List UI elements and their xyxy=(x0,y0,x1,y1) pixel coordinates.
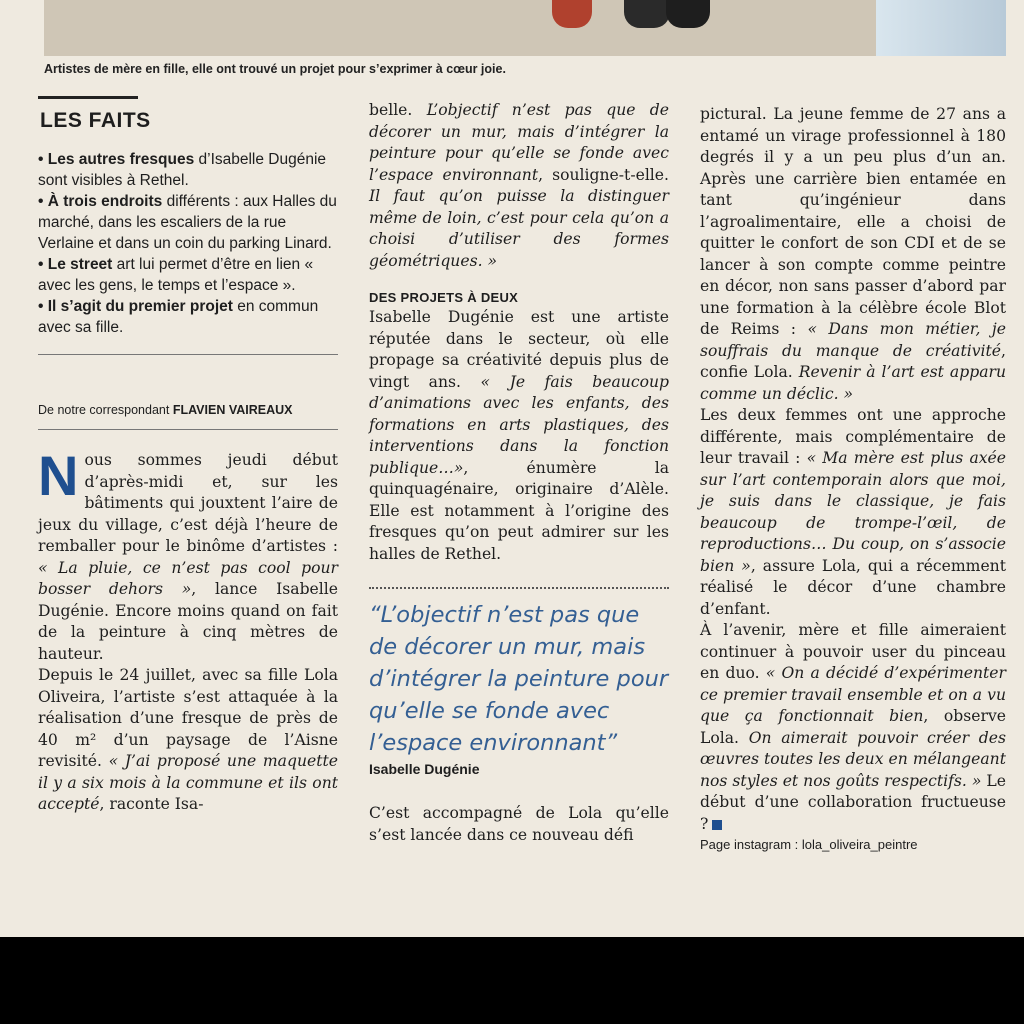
pull-quote-rule xyxy=(369,587,669,589)
article-photo xyxy=(44,0,1006,56)
fact-item: • À trois endroits différents : aux Halles du marché, dans les escaliers de la rue Verlaine et dans un coin du parking Linard. xyxy=(38,193,337,252)
column-1 xyxy=(38,96,338,816)
body-paragraph: belle. L’objectif n’est pas que de décorer un mur, mais d’intégrer la peinture pour qu’elle se fonde avec l’espace environnant, souligne-t-elle. Il faut qu’on puisse la distinguer même de loin, c’est pour cela qu’on a choisi d’utiliser des formes géométriques. » xyxy=(369,101,669,270)
blue-wall-image xyxy=(876,0,1006,56)
facts-title: LES FAITS xyxy=(40,109,151,132)
drop-cap: N xyxy=(38,444,79,507)
pull-quote-author: Isabelle Dugénie xyxy=(369,761,480,777)
photo-caption: Artistes de mère en fille, elle ont trouvé un projet pour s’exprimer à cœur joie. xyxy=(44,62,506,76)
column-3 xyxy=(700,104,1006,852)
lead-paragraph: Nous sommes jeudi début d’après-midi et, sur les bâtiments qui jouxtent l’aire de jeux du village, c’est déjà l’heure de remballer pour le binôme d’artistes : « La pluie, ce n’est pas cool pour bosser dehors », lance Isabelle Dugénie. Encore moins quand on fait de la peinture à cinq mètres de hauteur. xyxy=(38,444,338,663)
fact-item: • Le street art lui permet d’être en lien « avec les gens, le temps et l’espace ». xyxy=(38,256,314,294)
instagram-credit: Page instagram : lola_oliveira_peintre xyxy=(700,837,918,852)
body-paragraph: Les deux femmes ont une approche différente, mais complémentaire de leur travail : « Ma mère est plus axée sur l’art contemporain alors que moi, je suis dans le classique, je fais beaucoup de trompe-l’œil, de reproductions… Du coup, on s’associe bien », assure Lola, qui a récemment réalisé le décor d’une chambre d’enfant. xyxy=(700,406,1006,618)
black-sandal-image xyxy=(624,0,670,28)
facts-top-rule xyxy=(38,96,138,99)
facts-bottom-rule xyxy=(38,354,338,355)
section-subhead: DES PROJETS À DEUX xyxy=(369,290,519,305)
end-of-article-icon xyxy=(712,820,722,830)
body-paragraph: pictural. La jeune femme de 27 ans a entamé un virage professionnel à 180 degrés il y a un peu plus d’un an. Après une carrière bien entamée en tant qu’ingénieur dans l’agroalimentaire, elle a choisi de quitter le confort de son CDI et de se lancer à son compte comme peintre en décor, non sans passer d’abord par une formation à la célèbre école Blot de Reims : « Dans mon métier, je souffrais du manque de créativité, confie Lola. Revenir à l’art est apparu comme un déclic. » xyxy=(700,105,1006,403)
byline-rule xyxy=(38,429,338,430)
black-sandal-image-2 xyxy=(666,0,710,28)
pull-quote: “L’objectif n’est pas que de décorer un mur, mais d’intégrer la peinture pour qu’elle se fonde avec l’espace environnant” xyxy=(369,602,669,756)
column-2 xyxy=(369,100,669,846)
red-sandal-image xyxy=(552,0,592,28)
body-paragraph: Isabelle Dugénie est une artiste réputée dans le secteur, où elle propage sa créativité depuis plus de vingt ans. « Je fais beaucoup d’animations avec les enfants, des formations en arts plastiques, des interventions dans la fonction publique…», énumère la quinquagénaire, originaire d’Alèle. Elle est notamment à l’origine des fresques qu’on peut admirer sur les halles de Rethel. xyxy=(369,308,669,563)
body-paragraph: À l’avenir, mère et fille aimeraient continuer à pouvoir user du pinceau en duo. « On a décidé d’expérimenter ce premier travail ensemble et on a vu que ça fonctionnait bien, observe Lola. On aimerait pouvoir créer des œuvres toutes les deux en mélangeant nos styles et nos goûts respectifs. » Le début d’une collaboration fructueuse ? xyxy=(700,621,1006,833)
byline: De notre correspondant FLAVIEN VAIREAUX xyxy=(38,403,293,417)
body-paragraph: Depuis le 24 juillet, avec sa fille Lola Oliveira, l’artiste s’est attaquée à la réalisation d’une fresque de près de 40 m² d’un paysage de l’Aisne revisité. « J’ai proposé une maquette il y a six mois à la commune et ils ont accepté, raconte Isa- xyxy=(38,666,338,813)
fact-item: • Les autres fresques d’Isabelle Dugénie sont visibles à Rethel. xyxy=(38,151,327,189)
fact-item: • Il s’agit du premier projet en commun avec sa fille. xyxy=(38,298,319,336)
body-paragraph: C’est accompagné de Lola qu’elle s’est lancée dans ce nouveau défi xyxy=(369,804,669,844)
